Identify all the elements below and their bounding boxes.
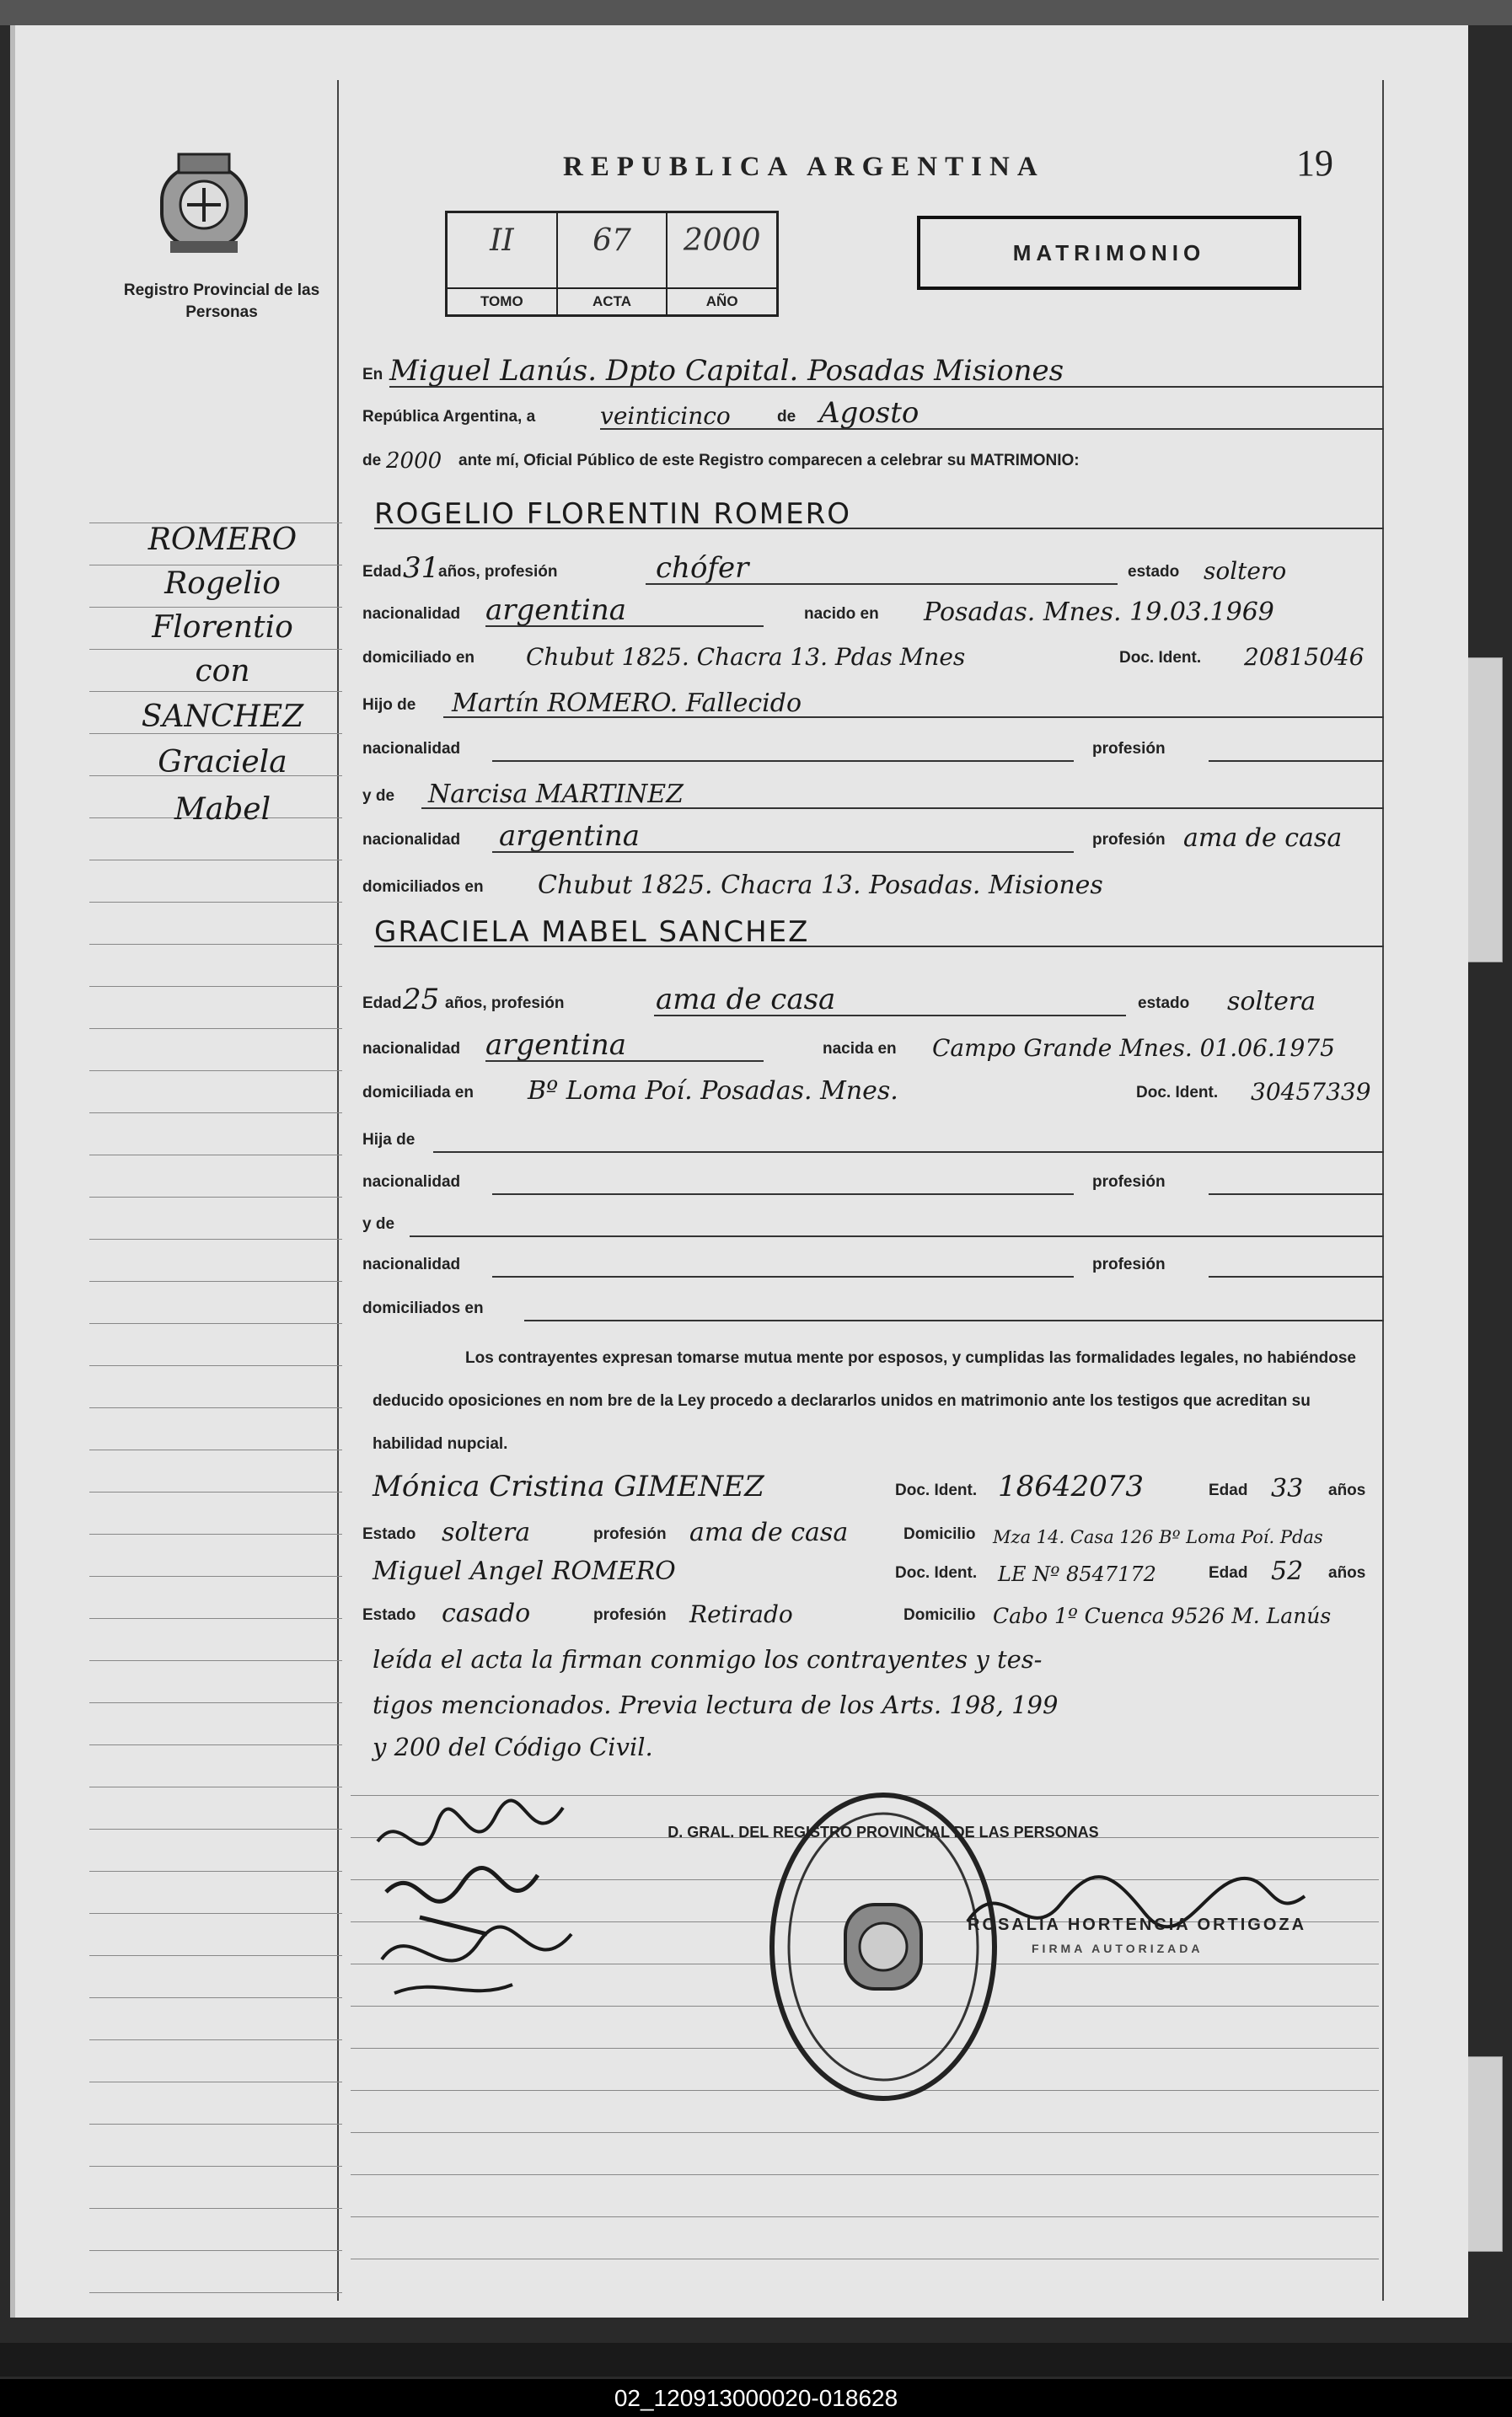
declaracion-text: Los contrayentes expresan tomarse mutua mente por esposos, y cumplidas las formalidades legales, no habiéndose deducido oposiciones en nom bre de la Ley procedo a declararlos unidos en matrimonio ante los testigos que acreditan su habilidad nupcial. <box>373 1349 1356 1453</box>
mes-value: Agosto <box>819 396 920 430</box>
margin-ruled-line <box>89 1112 342 1113</box>
ano-label: AÑO <box>668 287 776 314</box>
c1-nac-madre-label: nacionalidad <box>362 831 461 849</box>
cierre-line-1 <box>351 1642 1387 1679</box>
t1-nombre: Mónica Cristina GIMENEZ <box>373 1470 764 1503</box>
tomo-cell <box>448 213 558 314</box>
tomo-value: II <box>490 223 514 258</box>
firma-autorizada: FIRMA AUTORIZADA <box>1032 1942 1204 1955</box>
margin-ruled-line <box>89 902 342 903</box>
fecha-line <box>351 398 1387 435</box>
margin-ruled-line <box>89 1744 342 1745</box>
margin-ruled-line <box>89 1618 342 1619</box>
margin-ruled-line <box>89 1702 342 1703</box>
t1-estado-label: Estado <box>362 1525 416 1543</box>
ano-value: 2000 <box>683 223 761 258</box>
c1-padre-line <box>351 686 1387 723</box>
c2-nac1-label: nacionalidad <box>362 1173 461 1191</box>
c1-nac-padre-label: nacionalidad <box>362 740 461 758</box>
registro-provincial-label: Registro Provincial de las Personas <box>123 281 320 321</box>
lugar-line <box>351 356 1387 393</box>
margin-ruled-line <box>89 1913 342 1914</box>
c1-profesion-label: años, profesión <box>438 563 558 581</box>
c2-doc: 30457339 <box>1251 1078 1371 1106</box>
c2-doms-label: domiciliados en <box>362 1300 484 1317</box>
contrayentes-signatures <box>369 1791 580 2010</box>
margin-ruled-line <box>89 2208 342 2209</box>
margin-ruled-line <box>89 1997 342 1998</box>
margin-ruled-line <box>89 1028 342 1029</box>
c1-doc-label: Doc. Ident. <box>1119 649 1202 667</box>
c1-dom-label: domiciliado en <box>362 649 475 667</box>
province-emblem-icon <box>153 150 255 260</box>
c2-prof2-label: profesión <box>1092 1256 1166 1273</box>
t1-doc: 18642073 <box>998 1470 1145 1503</box>
margin-ruled-line <box>89 2166 342 2167</box>
c1-dom-line <box>351 639 1387 676</box>
margin-line-5: SANCHEZ <box>141 699 304 734</box>
margin-rule <box>337 80 339 2301</box>
acta-value: 67 <box>592 223 631 258</box>
c1-nacido-label: nacido en <box>804 605 879 623</box>
c2-edad-line <box>351 984 1387 1021</box>
margin-line-7: Mabel <box>174 792 271 827</box>
t1-nombre-line <box>351 1471 1387 1509</box>
margin-ruled-line <box>89 1365 342 1366</box>
cierre-line-2 <box>351 1687 1387 1724</box>
cierre-2: tigos mencionados. Previa lectura de los Arts. 198, 199 <box>373 1691 1059 1719</box>
c1-madre-line <box>351 777 1387 814</box>
t1-edad: 33 <box>1271 1474 1304 1503</box>
margin-ruled-line <box>89 1070 342 1071</box>
t1-profesion: ama de casa <box>689 1518 849 1547</box>
c2-nac2-line <box>351 1246 1387 1283</box>
t2-estado-label: Estado <box>362 1606 416 1624</box>
margin-ruled-line <box>89 1955 342 1956</box>
margin-ruled-line <box>89 1281 342 1282</box>
t2-edad: 52 <box>1271 1557 1304 1586</box>
margin-ruled-line <box>89 1323 342 1324</box>
t1-doc-label: Doc. Ident. <box>895 1482 978 1499</box>
c2-dom-line <box>351 1074 1387 1111</box>
c1-madre: Narcisa MARTINEZ <box>428 780 684 809</box>
de-label: de <box>777 408 796 426</box>
margin-line-3: Florentio <box>152 610 293 645</box>
c1-hijo-label: Hijo de <box>362 696 416 714</box>
seal-text: D. GRAL. DEL REGISTRO PROVINCIAL DE LAS PERSONAS <box>668 1824 1099 1841</box>
t1-edad-label: Edad <box>1209 1482 1248 1499</box>
page-number: 19 <box>1296 142 1333 184</box>
c2-estado-label: estado <box>1138 994 1190 1012</box>
c1-prof-madre-label: profesión <box>1092 831 1166 849</box>
c1-prof-madre: ama de casa <box>1183 823 1343 853</box>
c1-yde-label: y de <box>362 787 395 805</box>
margin-ruled-line <box>89 2124 342 2125</box>
en-label: En <box>362 366 383 383</box>
c2-doms-line <box>351 1289 1387 1326</box>
c1-nombre-line <box>351 497 1387 534</box>
acta-label: ACTA <box>558 287 667 314</box>
tomo-label: TOMO <box>448 287 556 314</box>
cierre-3: y 200 del Código Civil. <box>373 1733 653 1761</box>
c2-nac1-line <box>351 1163 1387 1200</box>
margin-ruled-line <box>89 944 342 945</box>
c1-nac-madre-line <box>351 821 1387 858</box>
c2-nacida-label: nacida en <box>823 1040 897 1058</box>
margin-line-6: Graciela <box>158 745 287 780</box>
ano-cell <box>668 213 776 314</box>
margin-line-1: ROMERO <box>147 523 298 557</box>
c1-domicilio: Chubut 1825. Chacra 13. Pdas Mnes <box>526 643 966 671</box>
c1-nacido: Posadas. Mnes. 19.03.1969 <box>924 598 1274 627</box>
t2-estado-line <box>351 1596 1387 1633</box>
t1-estado-line <box>351 1515 1387 1552</box>
c2-edad-label: Edad <box>362 994 402 1012</box>
t2-domicilio: Cabo 1º Cuenca 9526 M. Lanús <box>993 1604 1332 1628</box>
margin-ruled-line <box>89 2250 342 2251</box>
scan-bottom-edge <box>0 2343 1512 2377</box>
c1-edad-line <box>351 553 1387 590</box>
c2-nombre-line <box>351 915 1387 952</box>
c2-nac-label: nacionalidad <box>362 1040 461 1058</box>
c2-hija-label: Hija de <box>362 1131 416 1149</box>
cierre-1: leída el acta la firman conmigo los contrayentes y tes- <box>373 1645 1043 1674</box>
c2-prof1-label: profesión <box>1092 1173 1166 1191</box>
t2-doc: LE Nº 8547172 <box>998 1562 1156 1586</box>
t2-domicilio-label: Domicilio <box>903 1606 976 1624</box>
margin-ruled-line <box>89 1197 342 1198</box>
file-id-label: 02_120913000020-018628 <box>0 2379 1512 2417</box>
intro-text: ante mí, Oficial Público de este Registro comparecen a celebrar su MATRIMONIO: <box>458 452 1080 469</box>
margin-ruled-line <box>89 2039 342 2040</box>
c1-nac-padre-line <box>351 730 1387 767</box>
de2-label: de <box>362 452 382 469</box>
page-tab-lower <box>1468 2056 1503 2252</box>
margin-ruled-line <box>89 691 342 692</box>
acta-cell <box>558 213 668 314</box>
c1-estado-label: estado <box>1128 563 1180 581</box>
c2-profesion-label: años, profesión <box>445 994 565 1012</box>
c1-nombre: ROGELIO FLORENTIN ROMERO <box>374 497 851 531</box>
c1-nac-madre: argentina <box>499 819 641 853</box>
c1-nacionalidad: argentina <box>485 593 627 627</box>
dia-value: veinticinco <box>600 402 731 430</box>
c1-estado: soltero <box>1204 557 1287 585</box>
record-type-box: MATRIMONIO <box>917 216 1301 290</box>
t2-edad-label: Edad <box>1209 1564 1248 1582</box>
t2-anos-label: años <box>1328 1564 1366 1582</box>
c2-nac2-label: nacionalidad <box>362 1256 461 1273</box>
c2-hija-line <box>351 1121 1387 1158</box>
c1-nac-label: nacionalidad <box>362 605 461 623</box>
margin-ruled-line <box>89 1576 342 1577</box>
scan-top-edge <box>0 0 1512 25</box>
c1-dom-padres: Chubut 1825. Chacra 13. Posadas. Misiones <box>538 871 1103 900</box>
c1-edad: 31 <box>403 551 440 585</box>
c1-prof-padre-label: profesión <box>1092 740 1166 758</box>
t2-profesion-label: profesión <box>593 1606 667 1624</box>
c2-domicilio: Bº Loma Poí. Posadas. Mnes. <box>528 1076 898 1106</box>
c2-yde-label: y de <box>362 1215 395 1233</box>
intro-line <box>351 442 1387 479</box>
c2-estado: soltera <box>1227 987 1316 1016</box>
margin-line-4: con <box>195 654 250 689</box>
margin-ruled-line <box>89 2292 342 2293</box>
c2-dom-label: domiciliada en <box>362 1084 474 1101</box>
t2-doc-label: Doc. Ident. <box>895 1564 978 1582</box>
anio-value: 2000 <box>386 448 442 474</box>
c2-profesion: ama de casa <box>656 983 836 1016</box>
margin-ruled-line <box>89 1660 342 1661</box>
c1-profesion: chófer <box>656 551 749 585</box>
c2-nac-line <box>351 1030 1387 1067</box>
margin-ruled-line <box>89 1239 342 1240</box>
margin-ruled-line <box>89 1407 342 1408</box>
c1-nac-line <box>351 595 1387 632</box>
oficial-nombre: ROSALIA HORTENCIA ORTIGOZA <box>968 1916 1307 1934</box>
c2-nombre: GRACIELA MABEL SANCHEZ <box>374 915 810 949</box>
t2-estado: casado <box>442 1599 531 1628</box>
t1-estado: soltera <box>442 1518 531 1547</box>
c2-doc-label: Doc. Ident. <box>1136 1084 1219 1101</box>
c1-doms-label: domiciliados en <box>362 878 484 896</box>
margin-ruled-line <box>89 1534 342 1535</box>
margin-ruled-line <box>89 1871 342 1872</box>
t1-domicilio-label: Domicilio <box>903 1525 976 1543</box>
c2-yde-line <box>351 1205 1387 1242</box>
republica-label: República Argentina, a <box>362 408 536 426</box>
t1-anos-label: años <box>1328 1482 1366 1499</box>
margin-line-2: Rogelio <box>164 566 281 601</box>
c1-doc: 20815046 <box>1244 643 1365 671</box>
main-ruled-line <box>351 2174 1379 2175</box>
t2-nombre: Miguel Angel ROMERO <box>373 1557 676 1586</box>
margin-ruled-line <box>89 649 342 650</box>
c2-nacida: Campo Grande Mnes. 01.06.1975 <box>932 1034 1335 1062</box>
margin-ruled-line <box>89 607 342 608</box>
c1-dom-padres-line <box>351 868 1387 905</box>
margin-ruled-line <box>89 1829 342 1830</box>
tomo-acta-ano-box <box>445 211 779 317</box>
cierre-line-3 <box>351 1729 1387 1766</box>
c1-padre: Martín ROMERO. Fallecido <box>452 689 802 718</box>
t2-nombre-line <box>351 1554 1387 1591</box>
t1-domicilio: Mza 14. Casa 126 Bº Loma Poí. Pdas <box>993 1527 1323 1547</box>
lugar-value: Miguel Lanús. Dpto Capital. Posadas Misiones <box>389 354 1064 388</box>
margin-ruled-line <box>89 1492 342 1493</box>
t1-profesion-label: profesión <box>593 1525 667 1543</box>
main-ruled-line <box>351 2132 1379 2133</box>
c2-nacionalidad: argentina <box>485 1028 627 1062</box>
margin-ruled-line <box>89 986 342 987</box>
page-title: REPUBLICA ARGENTINA <box>563 152 1045 182</box>
t2-profesion: Retirado <box>689 1600 793 1628</box>
register-page <box>10 25 1468 2318</box>
page-tab <box>1468 657 1503 962</box>
c2-edad: 25 <box>403 983 440 1016</box>
c1-edad-label: Edad <box>362 563 402 581</box>
main-ruled-line <box>351 2216 1379 2217</box>
